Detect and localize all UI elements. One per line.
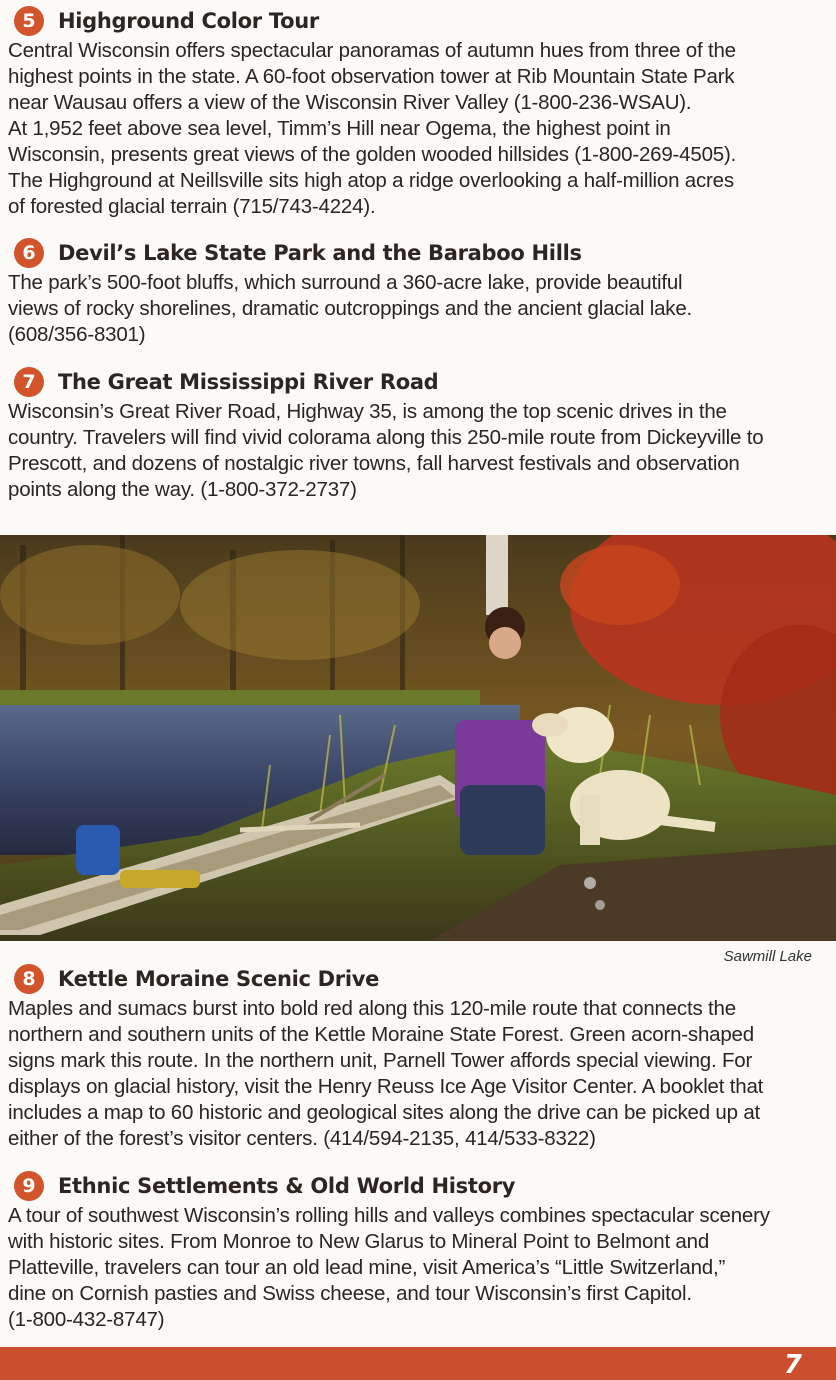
section-body [8,996,823,1152]
body-line: Central Wisconsin offers spectacular panoramas of autumn hues from three of the [8,39,736,62]
body-line: The park’s 500-foot bluffs, which surround a 360-acre lake, provide beautiful [8,271,683,294]
number-badge: 7 [14,367,44,397]
body-line: The Highground at Neillsville sits high atop a ridge overlooking a half-million acres [8,169,734,192]
body-line: either of the forest’s visitor centers. (414/594-2135, 414/533-8322) [8,1127,596,1150]
body-line: A tour of southwest Wisconsin’s rolling hills and valleys combines spectacular scenery [8,1204,770,1227]
number-badge: 6 [14,238,44,268]
body-line: Prescott, and dozens of nostalgic river towns, fall harvest festivals and observation [8,452,740,475]
body-line: Wisconsin’s Great River Road, Highway 35, is among the top scenic drives in the [8,400,727,423]
number-badge: 9 [14,1171,44,1201]
body-line: includes a map to 60 historic and geological sites along the drive can be picked up at [8,1101,761,1124]
section-body [8,38,823,220]
body-line: Wisconsin, presents great views of the golden wooded hillsides (1-800-269-4505). [8,143,737,166]
section-title: Kettle Moraine Scenic Drive [58,967,380,991]
body-line: highest points in the state. A 60-foot observation tower at Rib Mountain State Park [8,65,735,88]
body-line: (1-800-432-8747) [8,1308,165,1331]
footer-bar [0,1347,836,1380]
section-title: Highground Color Tour [58,9,319,33]
section-highground-color-tour [8,6,823,220]
number-badge: 5 [14,6,44,36]
body-line: signs mark this route. In the northern unit, Parnell Tower affords special viewing. For [8,1049,753,1072]
body-line: northern and southern units of the Kettle Moraine State Forest. Green acorn-shaped [8,1023,754,1046]
body-line: points along the way. (1-800-372-2737) [8,478,357,501]
body-line: Platteville, travelers can tour an old lead mine, visit America’s “Little Switzerland,” [8,1256,726,1279]
section-great-river-road [8,367,823,503]
section-ethnic-settlements [8,1171,823,1333]
page-number: 7 [783,1350,802,1380]
body-line: of forested glacial terrain (715/743-4224). [8,195,376,218]
body-line: with historic sites. From Monroe to New Glarus to Mineral Point to Belmont and [8,1230,710,1253]
body-line: displays on glacial history, visit the Henry Reuss Ice Age Visitor Center. A booklet that [8,1075,764,1098]
body-line: near Wausau offers a view of the Wisconsin River Valley (1-800-236-WSAU). [8,91,692,114]
body-line: country. Travelers will find vivid colorama along this 250-mile route from Dickeyville to [8,426,764,449]
section-title: The Great Mississippi River Road [58,370,439,394]
body-line: views of rocky shorelines, dramatic outcroppings and the ancient glacial lake. [8,297,693,320]
number-badge: 8 [14,964,44,994]
photo-caption: Sawmill Lake [723,948,812,965]
sawmill-lake-photo [0,535,836,941]
body-line: Maples and sumacs burst into bold red along this 120-mile route that connects the [8,997,736,1020]
section-body [8,1203,823,1333]
body-line: dine on Cornish pasties and Swiss cheese, and tour Wisconsin’s first Capitol. [8,1282,692,1305]
section-body [8,399,823,503]
section-title: Devil’s Lake State Park and the Baraboo Hills [58,241,582,265]
section-body [8,270,823,348]
body-line: (608/356-8301) [8,323,146,346]
body-line: At 1,952 feet above sea level, Timm’s Hill near Ogema, the highest point in [8,117,671,140]
section-title: Ethnic Settlements & Old World History [58,1174,516,1198]
section-devils-lake [8,238,823,348]
section-kettle-moraine [8,964,823,1152]
